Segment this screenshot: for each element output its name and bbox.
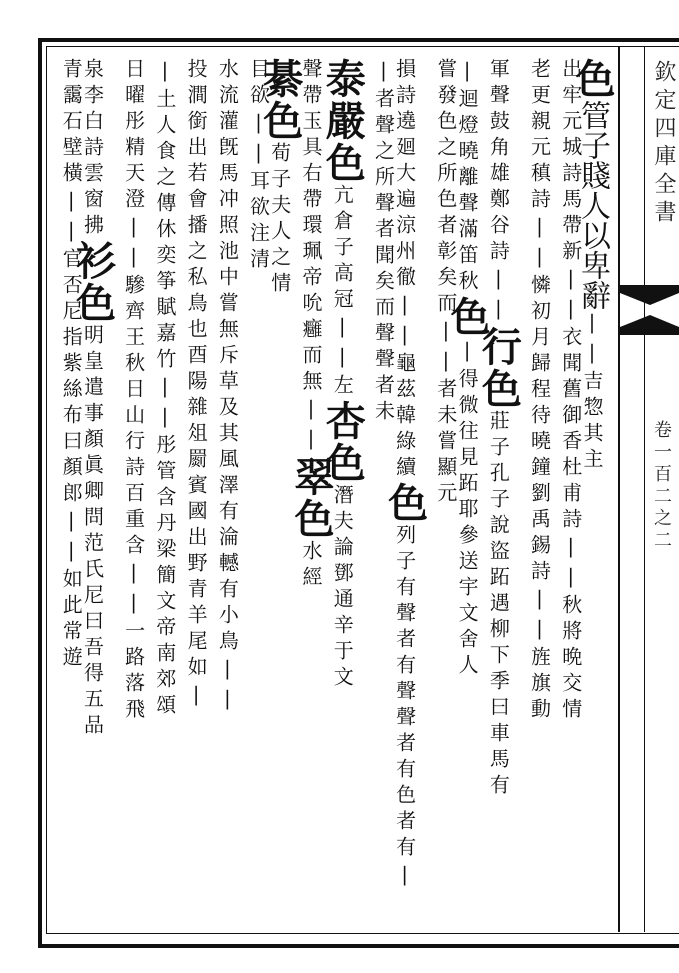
column-text: 泉李白詩雲窗拂 <box>80 58 105 240</box>
column-text: 荀子夫人之情 <box>267 142 292 298</box>
column-text: 官否尼指紫絲布曰顏郎||如此常遊 <box>59 248 84 672</box>
margin-volume-label: 卷一百二之二 <box>651 420 672 552</box>
text-column <box>362 58 396 926</box>
column-text: 目欲||耳欲 <box>246 58 271 222</box>
text-column <box>319 58 367 926</box>
column-text: 帝吮癰而無|| <box>298 266 323 456</box>
column-text: 投澗銜出若會播之私鳥也酉陽雜俎罽賓國出野青羊尾如| <box>184 58 209 712</box>
column-text: 水流灌旣馬冲照池中嘗無斥草及其風澤有淪轗有小鳥|| <box>215 58 240 716</box>
text-column <box>237 58 271 926</box>
headword: 行色 <box>475 326 523 410</box>
column-text: 水經 <box>298 540 323 592</box>
column-text: 老更親元稹詩||憐初月歸程待曉鐘劉禹錫詩||旌旗動 <box>527 58 552 724</box>
headword: 杏色 <box>319 400 367 484</box>
text-column <box>112 58 146 926</box>
headword: 嚴色 <box>319 100 367 184</box>
column-text: 明皇遣事顏眞卿問范氏尼曰吾得五品 <box>80 324 105 740</box>
column-text: 管子賤人以卑辭 <box>574 100 610 310</box>
column-text: 列子有聲者有聲聲者有色者有| <box>392 524 417 892</box>
text-column <box>425 58 456 926</box>
headword: 色 <box>444 296 492 338</box>
fishtail-mark <box>620 285 679 335</box>
column-text: 出牢元城詩馬帶新||衣聞舊御香杜甫詩||秋將晩交情 <box>558 58 583 724</box>
headword: 綦色 <box>256 58 304 142</box>
column-text: 潛夫論鄧通辛于文 <box>330 484 355 692</box>
headword: 色 <box>381 482 429 524</box>
column-text: 青靄石壁橫|| <box>59 58 84 248</box>
text-column <box>475 58 523 926</box>
column-text: ||吉惣其主 <box>579 310 604 474</box>
text-column <box>175 58 209 926</box>
column-text: |迴燈曉離聲滿笛秋 <box>455 58 480 296</box>
margin-rule-right <box>644 46 645 932</box>
headword: 泰 <box>319 58 367 100</box>
headword: 色 <box>568 58 616 100</box>
margin-book-title: 欽定四庫全書 <box>651 60 676 228</box>
column-text: |者聲之所聲者聞矣而聲聲者未 <box>371 58 396 426</box>
headword: 翠色 <box>287 456 335 540</box>
margin-rule-left <box>618 46 620 932</box>
column-text: 日曜彤精天澄||驂齊王秋日山行詩百重含||一路落飛 <box>121 58 146 724</box>
text-column <box>518 58 552 926</box>
column-text: 嘗發色之所色者彰矣而||者未嘗顯元 <box>433 58 458 508</box>
column-text: 聲 <box>298 58 323 84</box>
column-text: 亢倉子高冠||左 <box>330 184 355 400</box>
column-text: 注清 <box>246 222 271 274</box>
text-column <box>287 58 335 926</box>
column-text: 莊子孔子說盜跖遇柳下季曰車馬有 <box>486 410 511 800</box>
text-column <box>550 58 581 926</box>
headword: 衫色 <box>69 240 117 324</box>
text-column <box>144 58 175 926</box>
text-column <box>206 58 240 926</box>
column-text: 軍聲鼓角雄鄭谷詩|| <box>486 58 511 326</box>
column-text: 損詩遶廻大遍涼州徹||龜茲韓綠續 <box>392 58 417 482</box>
column-text: |得微往見跖耶參送宇文舍人 <box>455 338 480 680</box>
column-text: 帶玉具右帶環珮 <box>298 84 323 266</box>
column-text: |土人食之傳休奕筝賦嘉竹||彤管含丹梁簡文帝南郊頌 <box>152 58 177 720</box>
text-column <box>50 58 84 926</box>
